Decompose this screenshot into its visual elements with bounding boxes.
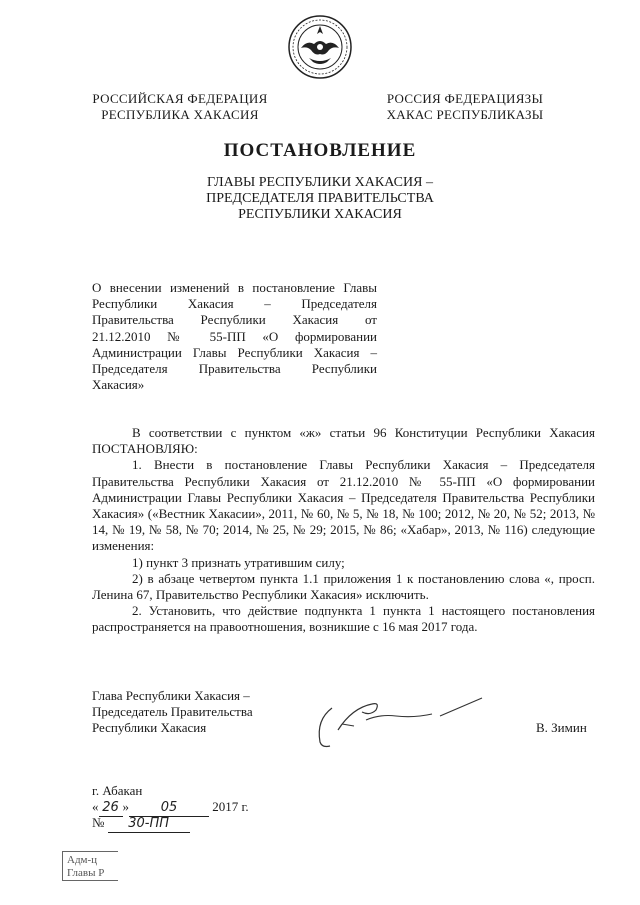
stamp-line2: Главы Р — [67, 867, 105, 879]
header-right — [370, 91, 560, 123]
subitem-2-paragraph: 2) в абзаце четвертом пункта 1.1 приложения 1 к постановлению слова «, просп. Ленина 67, Правительство Республики Хакасия» исключить. — [92, 570, 595, 603]
item-1-paragraph: 1. Внести в постановление Главы Республики Хакасия – Председателя Правительства Республики Хакасия от 21.12.2010 № 55-ПП «О формировании Администрации Главы Республики Хакасия – Председателя Правительства Республики Хакасия» («Вестник Хакасии», 2011, № 60, № 5, № 18, № 100; 2012, № 20, № 52; 2013, № 14, № 19, № 58, № 70; 2014, № 25, № 29; 2015, № 86; «Хабар», 2013, № 116) следующие изменения: — [92, 457, 595, 554]
signatory-title-line1: Глава Республики Хакасия – — [92, 688, 250, 703]
subject-line: Хакасия» — [92, 377, 145, 393]
subject-line: Республики Хакасия – Председателя — [92, 296, 377, 312]
date-month-handwritten: 05 — [129, 800, 209, 817]
header-left-line1: РОССИЙСКАЯ ФЕДЕРАЦИЯ — [92, 91, 268, 106]
stamp-line1: Адм-ц — [67, 854, 98, 866]
date-year: 2017 г. — [212, 799, 249, 814]
document-subtitle — [170, 175, 470, 223]
signatory-title-line2: Председатель Правительства — [92, 704, 253, 719]
place-of-issue: г. Абакан — [92, 783, 143, 798]
document-subject — [92, 280, 377, 393]
signer-name: В. Зимин — [536, 720, 587, 735]
subject-line: О внесении изменений в постановление Главы — [92, 280, 377, 295]
signatory-title — [92, 688, 292, 736]
subitem-1-paragraph: 1) пункт 3 признать утратившим силу; — [132, 554, 345, 570]
subtitle-line3: РЕСПУБЛИКИ ХАКАСИЯ — [238, 207, 402, 222]
date-open-quote: « — [92, 799, 99, 814]
coat-of-arms-emblem — [287, 14, 353, 80]
document-body — [92, 425, 595, 636]
preamble-paragraph: В соответствии с пунктом «ж» статьи 96 Конституции Республики Хакасия ПОСТАНОВЛЯЮ: — [92, 425, 595, 457]
header-left — [80, 91, 280, 123]
number-prefix: № — [92, 815, 105, 830]
subject-line: 21.12.2010 № 55-ПП «О формировании — [92, 328, 377, 344]
document-number-line — [92, 815, 190, 833]
header-right-line2: ХАКАС РЕСПУБЛИКАЗЫ — [386, 107, 544, 122]
handwritten-signature — [310, 690, 490, 750]
subject-line: Правительства Республики Хакасия от — [92, 312, 377, 328]
document-number-handwritten: 30-ПП — [108, 816, 190, 833]
subject-line: Администрации Главы Республики Хакасия – — [92, 344, 377, 360]
subtitle-line1: ГЛАВЫ РЕСПУБЛИКИ ХАКАСИЯ – — [207, 175, 433, 190]
signatory-title-line3: Республики Хакасия — [92, 720, 207, 735]
subject-line: Председателя Правительства Республики — [92, 361, 377, 377]
registration-stamp — [62, 851, 118, 881]
date-day-handwritten: 26 — [99, 800, 123, 817]
header-left-line2: РЕСПУБЛИКА ХАКАСИЯ — [101, 107, 259, 122]
item-2-paragraph: 2. Установить, что действие подпункта 1 пункта 1 настоящего постановления распространяется на правоотношения, возникшие с 16 мая 2017 года. — [92, 603, 595, 635]
subtitle-line2: ПРЕДСЕДАТЕЛЯ ПРАВИТЕЛЬСТВА — [206, 191, 434, 206]
date-close-quote: » — [122, 799, 129, 814]
header-right-line1: РОССИЯ ФЕДЕРАЦИЯЗЫ — [386, 91, 544, 106]
document-title: ПОСТАНОВЛЕНИЕ — [223, 140, 417, 161]
